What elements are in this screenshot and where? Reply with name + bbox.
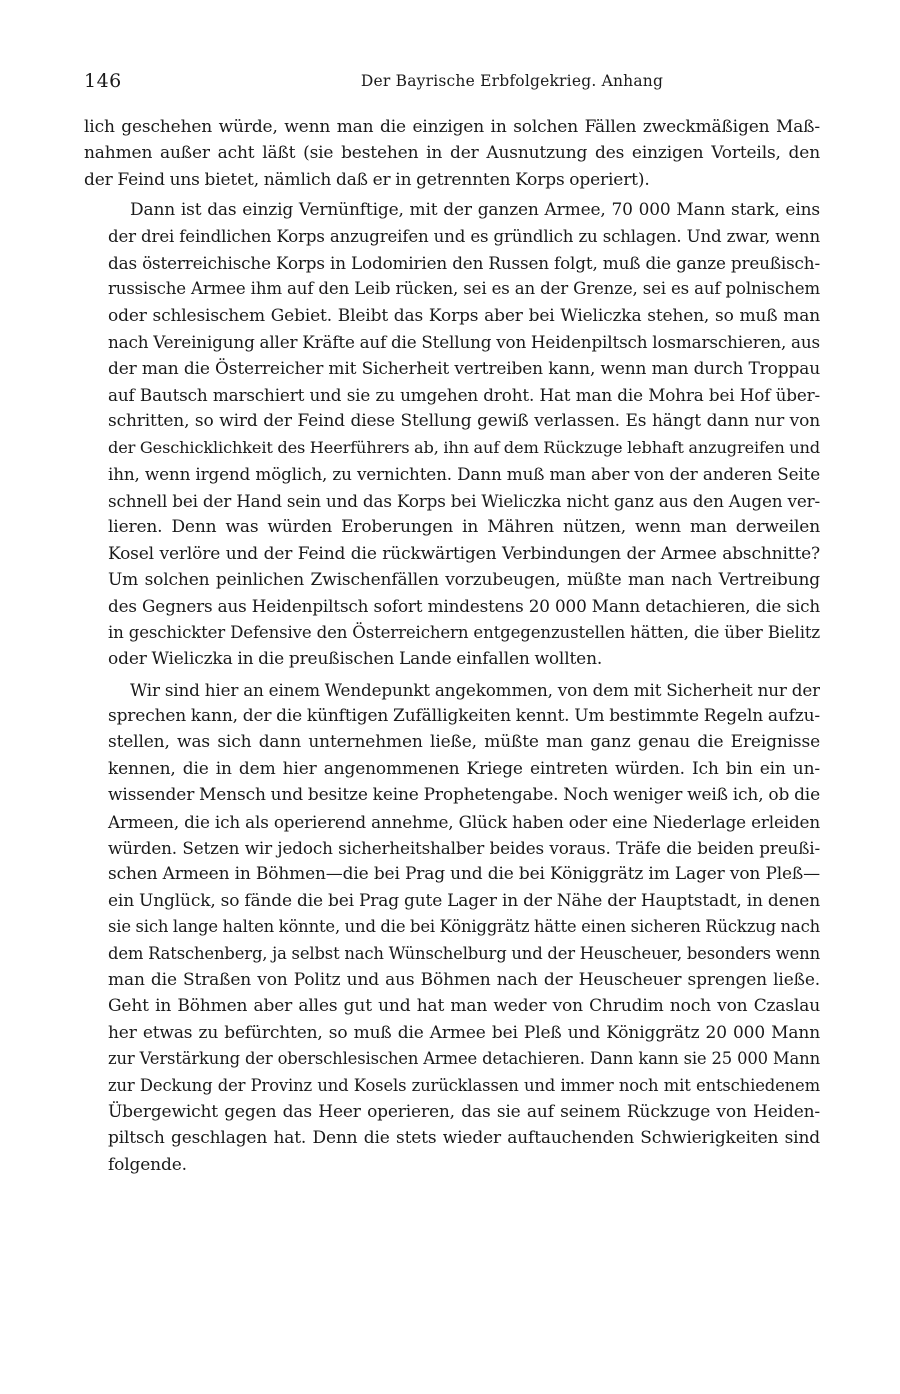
text-line: schritten, so wird der Feind diese Stellung gewiß verlassen. Es hängt dann nur von: [108, 411, 820, 432]
text-line: wissender Mensch und besitze keine Prophetengabe. Noch weniger weiß ich, ob die: [108, 785, 820, 806]
text-line: stellen, was sich dann unternehmen ließe, müßte man ganz genau die Ereignisse: [108, 732, 820, 753]
page-number: 146: [84, 70, 122, 92]
text-line: zur Verstärkung der oberschlesischen Armee detachieren. Dann kann sie 25 000 Mann: [108, 1049, 820, 1069]
body-text: [84, 114, 820, 1182]
text-line: Übergewicht gegen das Heer operieren, das sie auf seinem Rückzuge von Heiden-: [108, 1102, 820, 1123]
text-line: ein Unglück, so fände die bei Prag gute Lager in der Nähe der Hauptstadt, in denen: [108, 890, 820, 911]
text-line: in geschickter Defensive den Österreichern entgegenzustellen hätten, die über Bielitz: [108, 622, 820, 642]
text-line: lieren. Denn was würden Eroberungen in Mähren nützen, wenn man derweilen: [108, 517, 820, 538]
paragraph-3: [84, 677, 820, 1179]
text-line: lich geschehen würde, wenn man die einzigen in solchen Fällen zweckmäßigen Maß-: [84, 117, 820, 137]
text-line: nach Vereinigung aller Kräfte auf die Stellung von Heidenpiltsch losmarschieren, aus: [108, 332, 820, 353]
text-line: Armeen, die ich als operierend annehme, Glück haben oder eine Niederlage erleiden: [108, 811, 820, 832]
text-line: dem Ratschenberg, ja selbst nach Wünschelburg und der Heuscheuer, besonders wenn: [108, 943, 820, 963]
text-line: russische Armee ihm auf den Leib rücken, sei es an der Grenze, sei es auf polnischem: [108, 279, 820, 299]
text-line: sprechen kann, der die künftigen Zufälligkeiten kennt. Um bestimmte Regeln aufzu-: [108, 705, 820, 726]
text-line: der man die Österreicher mit Sicherheit vertreiben kann, wenn man durch Troppau: [108, 358, 820, 379]
text-line: nahmen außer acht läßt (sie bestehen in der Ausnutzung des einzigen Vorteils, den: [84, 143, 820, 164]
running-title: Der Bayrische Erbfolgekrieg. Anhang: [360, 72, 664, 90]
text-line: Geht in Böhmen aber alles gut und hat man weder von Chrudim noch von Czaslau: [108, 996, 820, 1017]
text-line: sie sich lange halten könnte, und die bei Königgrätz hätte einen sicheren Rückzug nach: [108, 917, 820, 937]
text-line: folgende.: [108, 1154, 187, 1175]
text-line: der drei feindlichen Korps anzugreifen und es gründlich zu schlagen. Und zwar, wenn: [108, 226, 820, 246]
text-line: schen Armeen in Böhmen—die bei Prag und die bei Königgrätz im Lager von Pleß—: [108, 864, 820, 885]
text-line: würden. Setzen wir jedoch sicherheitshalber beides voraus. Träfe die beiden preußi-: [108, 837, 820, 858]
text-line: zur Deckung der Provinz und Kosels zurücklassen und immer noch mit entschiedenem: [108, 1075, 820, 1095]
text-line: kennen, die in dem hier angenommenen Kriege eintreten würden. Ich bin ein un-: [108, 758, 820, 779]
text-line: oder schlesischem Gebiet. Bleibt das Korps aber bei Wieliczka stehen, so muß man: [108, 305, 820, 326]
text-line: auf Bautsch marschiert und sie zu umgehen droht. Hat man die Mohra bei Hof über-: [108, 385, 820, 406]
text-line: Kosel verlöre und der Feind die rückwärtigen Verbindungen der Armee abschnitte?: [108, 543, 820, 564]
text-line: man die Straßen von Politz und aus Böhmen nach der Heuscheuer sprengen ließe.: [108, 970, 820, 990]
paragraph-2: [84, 197, 820, 672]
text-line: des Gegners aus Heidenpiltsch sofort mindestens 20 000 Mann detachieren, die sich: [108, 596, 820, 617]
text-line: der Geschicklichkeit des Heerführers ab, ihn auf dem Rückzuge lebhaft anzugreifen und: [108, 437, 820, 457]
running-head: [84, 66, 820, 96]
text-line: Wir sind hier an einem Wendepunkt angekommen, von dem mit Sicherheit nur der: [130, 679, 820, 700]
text-line: schnell bei der Hand sein und das Korps bei Wieliczka nicht ganz aus den Augen ver-: [108, 490, 820, 511]
text-line: oder Wieliczka in die preußischen Lande einfallen wollten.: [108, 649, 603, 670]
text-line: der Feind uns bietet, nämlich daß er in getrennten Korps operiert).: [84, 169, 650, 190]
text-line: Dann ist das einzig Vernünftige, mit der ganzen Armee, 70 000 Mann stark, eins: [130, 200, 820, 221]
text-line: her etwas zu befürchten, so muß die Armee bei Pleß und Königgrätz 20 000 Mann: [108, 1022, 820, 1043]
text-line: Um solchen peinlichen Zwischenfällen vorzubeugen, müßte man nach Vertreibung: [108, 569, 820, 590]
paragraph-1: [84, 114, 820, 193]
text-line: das österreichische Korps in Lodomirien den Russen folgt, muß die ganze preußisch-: [108, 253, 820, 274]
text-line: piltsch geschlagen hat. Denn die stets wieder auftauchenden Schwierigkeiten sind: [108, 1128, 820, 1149]
text-line: ihn, wenn irgend möglich, zu vernichten. Dann muß man aber von der anderen Seite: [108, 464, 820, 485]
